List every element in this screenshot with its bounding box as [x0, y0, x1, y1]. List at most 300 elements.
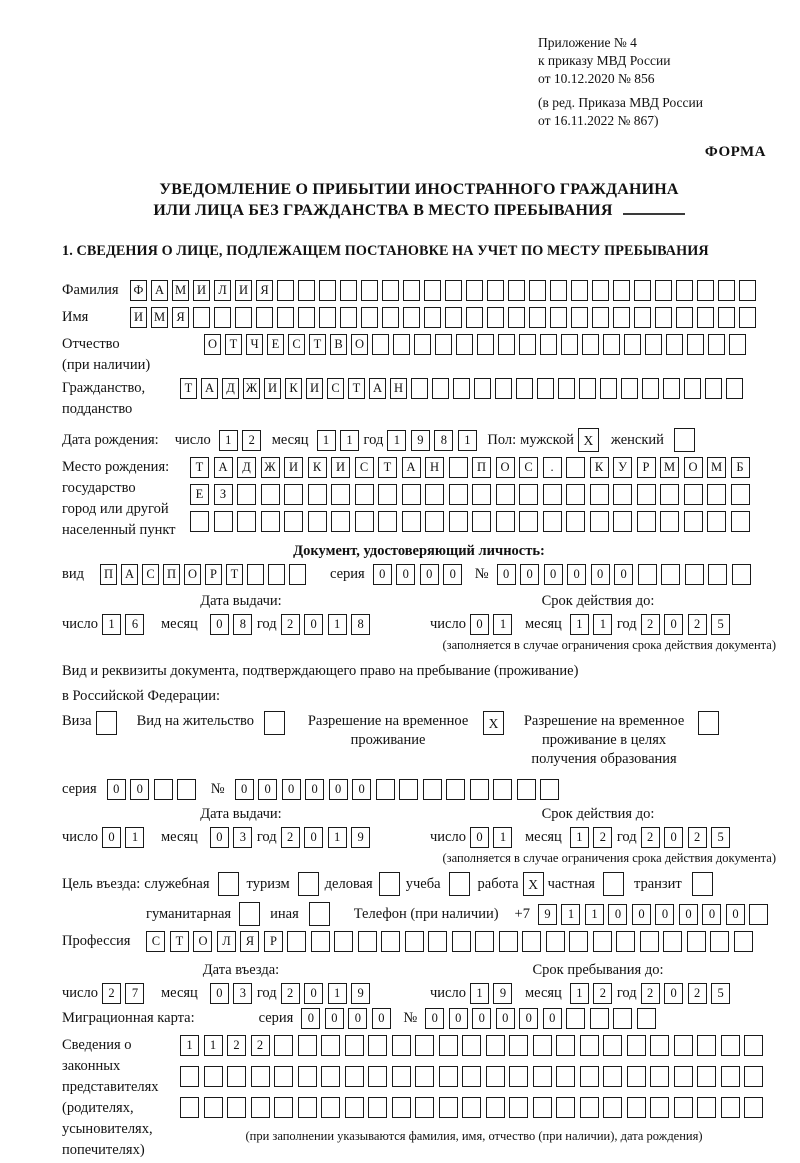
char-box[interactable] [277, 307, 294, 328]
char-box[interactable] [439, 1066, 458, 1087]
char-box[interactable]: Я [256, 280, 273, 301]
sex-male-checkbox[interactable]: X [578, 428, 599, 452]
purpose-study-checkbox[interactable] [449, 872, 470, 896]
char-box[interactable] [543, 484, 562, 505]
char-box[interactable] [540, 334, 557, 355]
char-box[interactable] [493, 779, 512, 800]
char-box[interactable]: 5 [711, 983, 730, 1004]
char-box[interactable]: 0 [449, 1008, 468, 1029]
char-box[interactable] [674, 1066, 693, 1087]
char-box[interactable] [571, 307, 588, 328]
char-box[interactable] [274, 1097, 293, 1118]
char-box[interactable] [590, 1008, 609, 1029]
char-box[interactable] [405, 931, 424, 952]
char-box[interactable] [739, 307, 756, 328]
char-box[interactable] [376, 779, 395, 800]
char-box[interactable] [345, 1035, 364, 1056]
purpose-transit-checkbox[interactable] [692, 872, 713, 896]
char-box[interactable] [721, 1097, 740, 1118]
char-box[interactable] [749, 904, 768, 925]
char-box[interactable]: С [288, 334, 305, 355]
char-box[interactable] [415, 1097, 434, 1118]
char-box[interactable] [331, 484, 350, 505]
char-box[interactable] [613, 1008, 632, 1029]
char-box[interactable] [298, 1097, 317, 1118]
char-box[interactable] [289, 564, 306, 585]
char-box[interactable] [550, 280, 567, 301]
char-box[interactable] [571, 280, 588, 301]
char-box[interactable] [415, 1066, 434, 1087]
char-box[interactable]: 0 [102, 827, 121, 848]
char-box[interactable]: 9 [493, 983, 512, 1004]
char-box[interactable] [540, 779, 559, 800]
char-box[interactable] [533, 1097, 552, 1118]
char-box[interactable] [708, 334, 725, 355]
char-box[interactable]: . [543, 457, 562, 478]
char-box[interactable] [603, 1035, 622, 1056]
char-box[interactable]: М [172, 280, 189, 301]
char-box[interactable]: 0 [282, 779, 301, 800]
char-box[interactable] [251, 1066, 270, 1087]
char-box[interactable] [496, 484, 515, 505]
char-box[interactable]: 1 [493, 614, 512, 635]
char-box[interactable]: 0 [304, 827, 323, 848]
char-box[interactable]: 2 [242, 430, 261, 451]
char-box[interactable] [452, 931, 471, 952]
char-box[interactable]: 2 [593, 983, 612, 1004]
char-box[interactable] [392, 1035, 411, 1056]
char-box[interactable]: Т [226, 564, 243, 585]
char-box[interactable] [533, 1035, 552, 1056]
char-box[interactable] [190, 511, 209, 532]
char-box[interactable]: Д [222, 378, 239, 399]
char-box[interactable]: 2 [281, 983, 300, 1004]
char-box[interactable] [486, 1035, 505, 1056]
char-box[interactable]: Я [240, 931, 259, 952]
char-box[interactable]: 0 [520, 564, 539, 585]
char-box[interactable]: Л [217, 931, 236, 952]
char-box[interactable]: 0 [352, 779, 371, 800]
char-box[interactable] [355, 511, 374, 532]
char-box[interactable] [556, 1066, 575, 1087]
char-box[interactable]: 3 [233, 983, 252, 1004]
char-box[interactable] [638, 564, 657, 585]
char-box[interactable] [697, 1035, 716, 1056]
char-box[interactable] [582, 334, 599, 355]
residence-permit-checkbox[interactable] [264, 711, 285, 735]
char-box[interactable]: Н [425, 457, 444, 478]
char-box[interactable] [227, 1066, 246, 1087]
char-box[interactable]: О [351, 334, 368, 355]
char-box[interactable]: Т [309, 334, 326, 355]
char-box[interactable] [261, 484, 280, 505]
char-box[interactable]: О [496, 457, 515, 478]
char-box[interactable]: 1 [593, 614, 612, 635]
char-box[interactable]: А [201, 378, 218, 399]
char-box[interactable] [449, 484, 468, 505]
char-box[interactable] [372, 334, 389, 355]
char-box[interactable]: И [284, 457, 303, 478]
char-box[interactable]: 0 [664, 827, 683, 848]
char-box[interactable]: Ч [246, 334, 263, 355]
char-box[interactable]: 0 [130, 779, 149, 800]
char-box[interactable] [474, 378, 491, 399]
char-box[interactable]: 0 [543, 1008, 562, 1029]
char-box[interactable]: О [193, 931, 212, 952]
char-box[interactable]: 0 [301, 1008, 320, 1029]
char-box[interactable] [393, 334, 410, 355]
char-box[interactable] [533, 1066, 552, 1087]
char-box[interactable] [472, 511, 491, 532]
char-box[interactable]: 1 [570, 614, 589, 635]
char-box[interactable]: 5 [711, 614, 730, 635]
char-box[interactable]: 2 [102, 983, 121, 1004]
char-box[interactable] [439, 1035, 458, 1056]
char-box[interactable]: П [472, 457, 491, 478]
char-box[interactable]: С [142, 564, 159, 585]
char-box[interactable] [519, 334, 536, 355]
char-box[interactable]: 2 [688, 614, 707, 635]
char-box[interactable]: 0 [519, 1008, 538, 1029]
char-box[interactable] [592, 307, 609, 328]
char-box[interactable]: Н [390, 378, 407, 399]
char-box[interactable] [516, 378, 533, 399]
char-box[interactable] [453, 378, 470, 399]
char-box[interactable] [298, 280, 315, 301]
char-box[interactable] [718, 280, 735, 301]
char-box[interactable] [403, 280, 420, 301]
char-box[interactable] [180, 1097, 199, 1118]
char-box[interactable]: 0 [679, 904, 698, 925]
char-box[interactable] [556, 1035, 575, 1056]
char-box[interactable] [731, 511, 750, 532]
char-box[interactable] [284, 484, 303, 505]
char-box[interactable] [261, 511, 280, 532]
char-box[interactable] [204, 1097, 223, 1118]
char-box[interactable] [274, 1035, 293, 1056]
char-box[interactable] [449, 511, 468, 532]
char-box[interactable] [650, 1035, 669, 1056]
char-box[interactable] [495, 378, 512, 399]
char-box[interactable]: 0 [664, 614, 683, 635]
purpose-business-checkbox[interactable] [379, 872, 400, 896]
char-box[interactable]: 0 [608, 904, 627, 925]
char-box[interactable] [361, 280, 378, 301]
char-box[interactable] [637, 511, 656, 532]
char-box[interactable] [308, 511, 327, 532]
char-box[interactable] [319, 280, 336, 301]
char-box[interactable]: 0 [304, 614, 323, 635]
char-box[interactable] [298, 1066, 317, 1087]
char-box[interactable]: 0 [425, 1008, 444, 1029]
char-box[interactable] [718, 307, 735, 328]
char-box[interactable] [697, 1097, 716, 1118]
char-box[interactable]: Т [180, 378, 197, 399]
char-box[interactable]: 2 [641, 983, 660, 1004]
char-box[interactable] [247, 564, 264, 585]
char-box[interactable] [462, 1097, 481, 1118]
char-box[interactable] [382, 307, 399, 328]
char-box[interactable]: 6 [125, 614, 144, 635]
char-box[interactable] [311, 931, 330, 952]
char-box[interactable] [579, 378, 596, 399]
char-box[interactable]: 0 [210, 614, 229, 635]
char-box[interactable]: К [285, 378, 302, 399]
char-box[interactable]: Т [225, 334, 242, 355]
char-box[interactable] [402, 484, 421, 505]
char-box[interactable] [319, 307, 336, 328]
char-box[interactable]: А [121, 564, 138, 585]
char-box[interactable] [321, 1035, 340, 1056]
char-box[interactable]: 0 [372, 1008, 391, 1029]
char-box[interactable] [411, 378, 428, 399]
char-box[interactable] [561, 334, 578, 355]
char-box[interactable]: 1 [328, 827, 347, 848]
char-box[interactable] [707, 484, 726, 505]
char-box[interactable] [415, 1035, 434, 1056]
char-box[interactable]: 0 [702, 904, 721, 925]
char-box[interactable] [298, 307, 315, 328]
char-box[interactable] [613, 484, 632, 505]
char-box[interactable] [593, 931, 612, 952]
char-box[interactable]: 2 [641, 614, 660, 635]
char-box[interactable] [655, 307, 672, 328]
char-box[interactable] [556, 1097, 575, 1118]
char-box[interactable]: И [193, 280, 210, 301]
char-box[interactable] [558, 378, 575, 399]
char-box[interactable] [462, 1066, 481, 1087]
char-box[interactable] [613, 307, 630, 328]
char-box[interactable] [425, 484, 444, 505]
char-box[interactable]: 1 [125, 827, 144, 848]
char-box[interactable] [251, 1097, 270, 1118]
char-box[interactable]: П [163, 564, 180, 585]
char-box[interactable] [522, 931, 541, 952]
char-box[interactable] [340, 280, 357, 301]
char-box[interactable] [472, 484, 491, 505]
char-box[interactable] [340, 307, 357, 328]
char-box[interactable] [368, 1097, 387, 1118]
char-box[interactable] [466, 280, 483, 301]
char-box[interactable]: 0 [329, 779, 348, 800]
char-box[interactable] [685, 564, 704, 585]
char-box[interactable] [414, 334, 431, 355]
purpose-private-checkbox[interactable] [603, 872, 624, 896]
char-box[interactable] [345, 1066, 364, 1087]
char-box[interactable] [381, 931, 400, 952]
char-box[interactable]: И [331, 457, 350, 478]
char-box[interactable]: У [613, 457, 632, 478]
char-box[interactable]: Л [214, 280, 231, 301]
char-box[interactable]: 1 [585, 904, 604, 925]
char-box[interactable] [676, 307, 693, 328]
char-box[interactable]: 0 [664, 983, 683, 1004]
char-box[interactable]: А [402, 457, 421, 478]
char-box[interactable]: 1 [328, 983, 347, 1004]
purpose-official-checkbox[interactable] [218, 872, 239, 896]
char-box[interactable] [456, 334, 473, 355]
char-box[interactable]: 8 [233, 614, 252, 635]
char-box[interactable] [697, 280, 714, 301]
char-box[interactable]: 3 [233, 827, 252, 848]
char-box[interactable] [663, 378, 680, 399]
char-box[interactable] [509, 1066, 528, 1087]
char-box[interactable] [435, 334, 452, 355]
char-box[interactable]: 8 [351, 614, 370, 635]
char-box[interactable] [392, 1066, 411, 1087]
char-box[interactable] [739, 280, 756, 301]
char-box[interactable]: К [590, 457, 609, 478]
char-box[interactable]: О [204, 334, 221, 355]
char-box[interactable] [637, 484, 656, 505]
char-box[interactable]: 1 [180, 1035, 199, 1056]
char-box[interactable] [214, 511, 233, 532]
char-box[interactable]: 0 [325, 1008, 344, 1029]
char-box[interactable]: Т [190, 457, 209, 478]
char-box[interactable] [627, 1097, 646, 1118]
char-box[interactable] [627, 1035, 646, 1056]
char-box[interactable]: Д [237, 457, 256, 478]
char-box[interactable]: Е [267, 334, 284, 355]
char-box[interactable] [721, 1066, 740, 1087]
char-box[interactable] [687, 334, 704, 355]
char-box[interactable]: И [306, 378, 323, 399]
char-box[interactable] [214, 307, 231, 328]
char-box[interactable] [439, 1097, 458, 1118]
char-box[interactable] [707, 511, 726, 532]
char-box[interactable] [477, 334, 494, 355]
char-box[interactable] [705, 378, 722, 399]
char-box[interactable] [645, 334, 662, 355]
char-box[interactable] [674, 1035, 693, 1056]
char-box[interactable] [650, 1097, 669, 1118]
char-box[interactable] [486, 1097, 505, 1118]
char-box[interactable] [193, 307, 210, 328]
char-box[interactable]: М [707, 457, 726, 478]
char-box[interactable]: А [369, 378, 386, 399]
char-box[interactable] [399, 779, 418, 800]
char-box[interactable] [566, 484, 585, 505]
char-box[interactable] [640, 931, 659, 952]
char-box[interactable]: О [684, 457, 703, 478]
char-box[interactable] [449, 457, 468, 478]
char-box[interactable] [613, 280, 630, 301]
char-box[interactable] [708, 564, 727, 585]
char-box[interactable] [331, 511, 350, 532]
char-box[interactable] [616, 931, 635, 952]
char-box[interactable]: М [151, 307, 168, 328]
char-box[interactable]: 0 [567, 564, 586, 585]
char-box[interactable] [361, 307, 378, 328]
char-box[interactable] [235, 307, 252, 328]
char-box[interactable]: 2 [641, 827, 660, 848]
char-box[interactable] [355, 484, 374, 505]
char-box[interactable] [661, 564, 680, 585]
char-box[interactable] [519, 484, 538, 505]
char-box[interactable]: М [660, 457, 679, 478]
purpose-tourism-checkbox[interactable] [298, 872, 319, 896]
char-box[interactable]: 8 [434, 430, 453, 451]
char-box[interactable] [684, 511, 703, 532]
char-box[interactable]: 9 [538, 904, 557, 925]
char-box[interactable] [334, 931, 353, 952]
char-box[interactable] [546, 931, 565, 952]
char-box[interactable]: 0 [443, 564, 462, 585]
char-box[interactable]: 1 [470, 983, 489, 1004]
char-box[interactable] [446, 779, 465, 800]
char-box[interactable]: 1 [340, 430, 359, 451]
char-box[interactable]: 0 [655, 904, 674, 925]
char-box[interactable]: 0 [348, 1008, 367, 1029]
char-box[interactable]: А [151, 280, 168, 301]
char-box[interactable]: 2 [688, 983, 707, 1004]
char-box[interactable] [729, 334, 746, 355]
char-box[interactable] [284, 511, 303, 532]
char-box[interactable] [475, 931, 494, 952]
purpose-other-checkbox[interactable] [309, 902, 330, 926]
char-box[interactable] [666, 334, 683, 355]
char-box[interactable]: Т [378, 457, 397, 478]
char-box[interactable] [580, 1066, 599, 1087]
char-box[interactable]: 1 [328, 614, 347, 635]
char-box[interactable] [613, 511, 632, 532]
char-box[interactable] [517, 779, 536, 800]
char-box[interactable] [180, 1066, 199, 1087]
char-box[interactable]: 0 [472, 1008, 491, 1029]
char-box[interactable]: С [355, 457, 374, 478]
char-box[interactable] [663, 931, 682, 952]
char-box[interactable] [308, 484, 327, 505]
char-box[interactable] [566, 511, 585, 532]
char-box[interactable] [277, 280, 294, 301]
char-box[interactable] [345, 1097, 364, 1118]
char-box[interactable] [462, 1035, 481, 1056]
char-box[interactable]: Ф [130, 280, 147, 301]
temp-residence-checkbox[interactable]: X [483, 711, 504, 735]
char-box[interactable] [550, 307, 567, 328]
char-box[interactable]: 0 [496, 1008, 515, 1029]
char-box[interactable] [177, 779, 196, 800]
char-box[interactable]: 0 [420, 564, 439, 585]
char-box[interactable] [358, 931, 377, 952]
char-box[interactable]: 0 [304, 983, 323, 1004]
char-box[interactable]: Я [172, 307, 189, 328]
char-box[interactable]: 9 [351, 827, 370, 848]
purpose-work-checkbox[interactable]: X [523, 872, 544, 896]
temp-residence-education-checkbox[interactable] [698, 711, 719, 735]
char-box[interactable] [650, 1066, 669, 1087]
char-box[interactable]: 1 [493, 827, 512, 848]
char-box[interactable]: Е [190, 484, 209, 505]
char-box[interactable] [509, 1097, 528, 1118]
char-box[interactable] [590, 511, 609, 532]
char-box[interactable] [508, 307, 525, 328]
char-box[interactable]: Р [264, 931, 283, 952]
char-box[interactable] [687, 931, 706, 952]
char-box[interactable] [487, 307, 504, 328]
char-box[interactable] [424, 307, 441, 328]
char-box[interactable] [634, 307, 651, 328]
char-box[interactable] [378, 484, 397, 505]
char-box[interactable]: 0 [470, 614, 489, 635]
char-box[interactable] [268, 564, 285, 585]
purpose-humanitarian-checkbox[interactable] [239, 902, 260, 926]
char-box[interactable] [600, 378, 617, 399]
char-box[interactable] [731, 484, 750, 505]
char-box[interactable] [637, 1008, 656, 1029]
char-box[interactable] [676, 280, 693, 301]
char-box[interactable] [496, 511, 515, 532]
